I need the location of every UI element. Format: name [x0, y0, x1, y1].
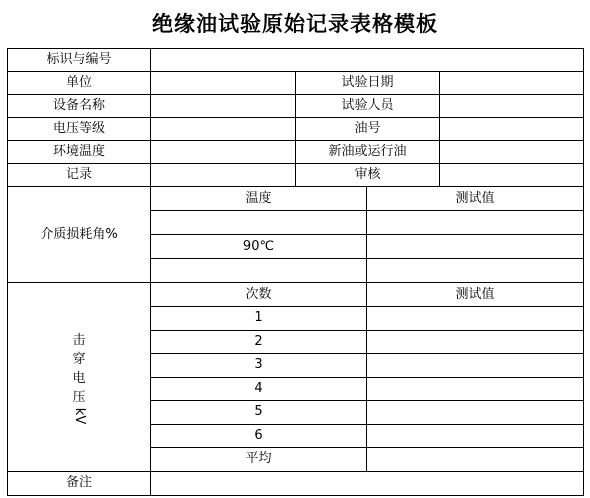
- unit-label: 单位: [8, 72, 151, 95]
- breakdown-count-cell: 2: [151, 330, 367, 354]
- loss-temperature-cell[interactable]: [151, 211, 367, 235]
- voltage-level-value-cell[interactable]: [151, 118, 296, 141]
- breakdown-count-cell: 1: [151, 307, 367, 331]
- reviewer-label: 审核: [296, 164, 440, 187]
- breakdown-value-cell[interactable]: [367, 307, 584, 331]
- breakdown-voltage-unit: kV: [71, 407, 87, 424]
- breakdown-value-cell[interactable]: [367, 354, 584, 378]
- breakdown-count-header: 次数: [151, 283, 367, 307]
- recorder-value-cell[interactable]: [151, 164, 296, 187]
- ambient-temperature-value-cell[interactable]: [151, 141, 296, 164]
- loss-value-cell-90[interactable]: [367, 235, 584, 259]
- breakdown-value-cell[interactable]: [367, 401, 584, 425]
- id-value-cell[interactable]: [151, 49, 584, 72]
- tester-label: 试验人员: [296, 95, 440, 118]
- recorder-label: 记录: [8, 164, 151, 187]
- breakdown-value-header: 测试值: [367, 283, 584, 307]
- loss-value-cell[interactable]: [367, 211, 584, 235]
- page-title: 绝缘油试验原始记录表格模板: [152, 12, 438, 36]
- oil-number-label: 油号: [296, 118, 440, 141]
- ambient-temperature-label: 环境温度: [8, 141, 151, 164]
- loss-value-header: 测试值: [367, 187, 584, 211]
- voltage-level-label: 电压等级: [8, 118, 151, 141]
- tester-value-cell[interactable]: [440, 95, 584, 118]
- breakdown-average-value-cell[interactable]: [367, 448, 584, 472]
- breakdown-value-cell[interactable]: [367, 330, 584, 354]
- id-label: 标识与编号: [8, 49, 151, 72]
- oil-type-value-cell[interactable]: [440, 141, 584, 164]
- oil-number-value-cell[interactable]: [440, 118, 584, 141]
- test-date-value-cell[interactable]: [440, 72, 584, 95]
- breakdown-count-cell: 3: [151, 354, 367, 378]
- test-date-label: 试验日期: [296, 72, 440, 95]
- loss-value-cell[interactable]: [367, 259, 584, 283]
- loss-temperature-90: 90℃: [151, 235, 367, 259]
- loss-temperature-cell[interactable]: [151, 259, 367, 283]
- breakdown-count-cell: 6: [151, 424, 367, 448]
- oil-test-record-table: [7, 48, 584, 496]
- dielectric-loss-label: 介质损耗角%: [8, 187, 151, 283]
- breakdown-voltage-label: [8, 283, 151, 472]
- device-name-value-cell[interactable]: [151, 95, 296, 118]
- breakdown-value-cell[interactable]: [367, 377, 584, 401]
- breakdown-count-cell: 4: [151, 377, 367, 401]
- unit-value-cell[interactable]: [151, 72, 296, 95]
- breakdown-average-label: 平均: [151, 448, 367, 472]
- remarks-value-cell[interactable]: [151, 471, 584, 495]
- breakdown-voltage-text: 击穿电压: [72, 332, 86, 405]
- remarks-label: 备注: [8, 471, 151, 495]
- breakdown-count-cell: 5: [151, 401, 367, 425]
- breakdown-value-cell[interactable]: [367, 424, 584, 448]
- loss-temperature-header: 温度: [151, 187, 367, 211]
- device-name-label: 设备名称: [8, 95, 151, 118]
- oil-type-label: 新油或运行油: [296, 141, 440, 164]
- reviewer-value-cell[interactable]: [440, 164, 584, 187]
